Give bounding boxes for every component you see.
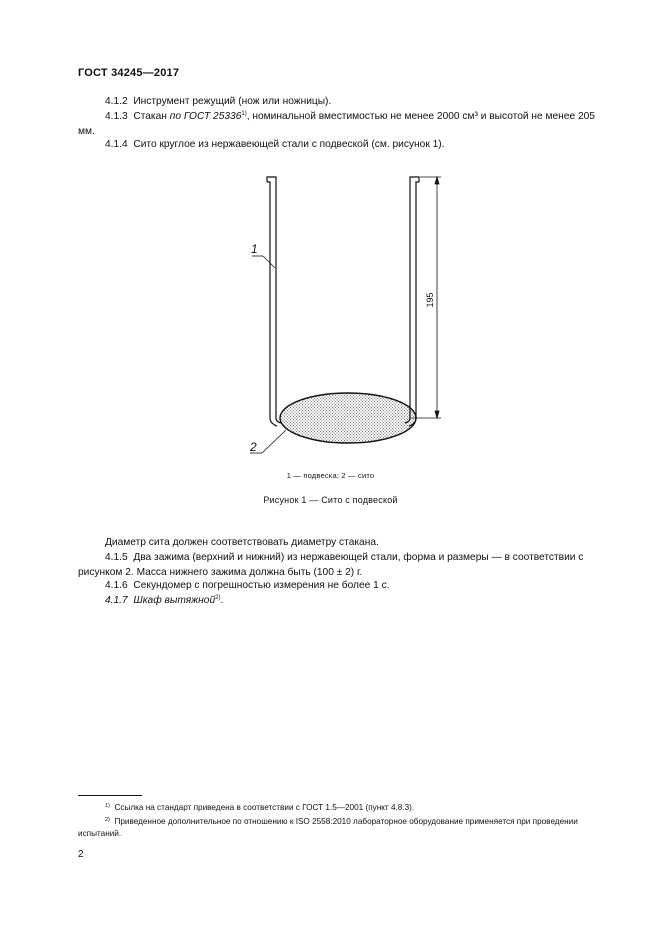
page-number: 2 xyxy=(78,849,84,860)
footnote-text: Ссылка на стандарт приведена в соответствии с ГОСТ 1.5—2001 (пункт 4.8.3). xyxy=(114,803,415,812)
standard-reference: по ГОСТ 25336 xyxy=(169,111,242,122)
footnote-number: 1) xyxy=(105,803,110,809)
clause-text: Инструмент режущий (нож или ножницы). xyxy=(133,96,332,107)
footnote-2 xyxy=(78,816,614,840)
paragraph-sieve-diameter xyxy=(78,535,614,550)
footnote-separator xyxy=(78,795,142,796)
clause-number: 4.1.5 xyxy=(105,552,128,563)
figure-legend: 1 — подвеска; 2 — сито xyxy=(286,471,375,480)
footnote-marker: 2) xyxy=(215,595,221,601)
callout-1-label: 1 xyxy=(251,242,258,256)
hanger-right xyxy=(405,177,419,426)
footnote-marker: 1) xyxy=(241,111,247,117)
clause-number: 4.1.2 xyxy=(105,96,128,107)
clause-text: Стакан xyxy=(133,111,170,122)
clause-text: Шкаф вытяжной xyxy=(133,595,216,606)
footnote-1 xyxy=(78,802,614,814)
clause-number: 4.1.6 xyxy=(105,580,128,591)
footnote-text: Приведенное дополнительное по отношению к ISO 2558:2010 лабораторное оборудование применяется при проведении испытаний. xyxy=(78,817,578,838)
clause-text: Два зажима (верхний и нижний) из нержавеющей стали, форма и размеры — в соответствии с рисунком 2. Масса нижнего зажима должна быть (100 ± 2) г. xyxy=(78,552,584,578)
clause-number: 4.1.3 xyxy=(105,111,128,122)
clause-text: Диаметр сита должен соответствовать диаметру стакана. xyxy=(105,537,379,548)
hanger-left xyxy=(267,177,281,426)
clause-text: Секундомер с погрешностью измерения не более 1 с. xyxy=(133,580,390,591)
figure-caption: Рисунок 1 — Сито с подвеской xyxy=(263,495,398,505)
callout-2-label: 2 xyxy=(250,440,257,454)
footnote-number: 2) xyxy=(105,817,110,823)
clause-number: 4.1.4 xyxy=(105,139,128,150)
dimension-value: 195 xyxy=(425,292,435,308)
clause-number: 4.1.7 xyxy=(105,595,128,606)
callout-1-leader xyxy=(252,256,275,268)
sieve-mesh xyxy=(280,393,416,443)
paragraph-4-1-5 xyxy=(78,550,614,580)
clause-text-cont: , номинальной вместимостью не менее 2000 см³ и высотой не менее 205 мм. xyxy=(78,111,595,137)
document-header: ГОСТ 34245—2017 xyxy=(78,67,180,79)
paragraph-4-1-6 xyxy=(78,578,614,593)
paragraph-4-1-7: 4.1.7 Шкаф вытяжной$^{2)}$. xyxy=(105,595,224,606)
clause-text: Сито круглое из нержавеющей стали с подвеской (см. рисунок 1). xyxy=(133,139,445,150)
